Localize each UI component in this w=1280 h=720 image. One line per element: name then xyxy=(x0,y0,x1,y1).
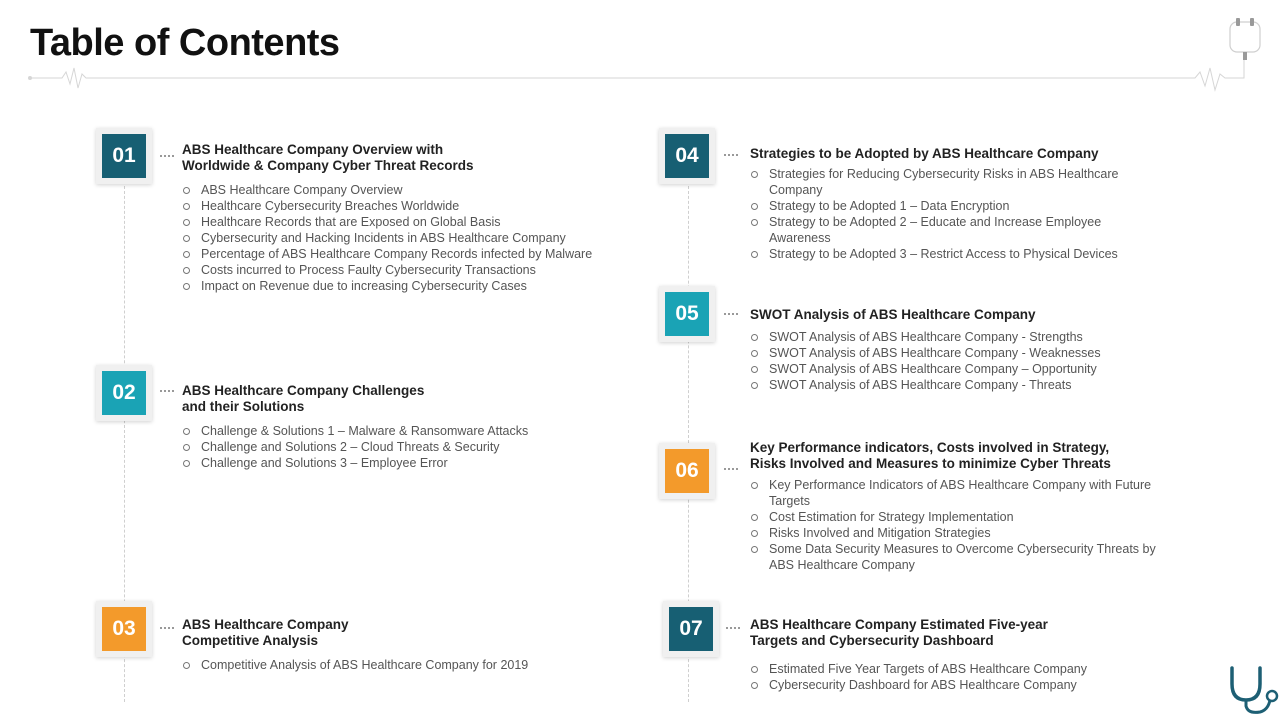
section-title-02: ABS Healthcare Company Challenges and their Solutions xyxy=(182,383,425,414)
section-items-04 xyxy=(750,166,1150,262)
page-title: Table of Contents xyxy=(30,22,340,64)
list-item: Cybersecurity and Hacking Incidents in ABS Healthcare Company xyxy=(182,230,632,246)
list-item: ABS Healthcare Company Overview xyxy=(182,182,632,198)
connector-dots xyxy=(160,390,174,392)
list-item: Risks Involved and Mitigation Strategies xyxy=(750,525,1170,541)
list-item: Challenge and Solutions 2 – Cloud Threats & Security xyxy=(182,439,632,455)
list-item: Cost Estimation for Strategy Implementation xyxy=(750,509,1170,525)
list-item: Strategies for Reducing Cybersecurity Risks in ABS Healthcare Company xyxy=(750,166,1150,198)
section-badge-04: 04 xyxy=(659,128,715,184)
connector-dots xyxy=(724,468,738,470)
section-items-01 xyxy=(182,182,632,294)
list-item: Key Performance Indicators of ABS Healthcare Company with Future Targets xyxy=(750,477,1170,509)
list-item: Competitive Analysis of ABS Healthcare Company for 2019 xyxy=(182,657,632,673)
list-item: Strategy to be Adopted 2 – Educate and Increase Employee Awareness xyxy=(750,214,1150,246)
connector-dots xyxy=(724,154,738,156)
section-items-02 xyxy=(182,423,632,471)
section-title-07: ABS Healthcare Company Estimated Five-year Targets and Cybersecurity Dashboard xyxy=(750,617,1048,648)
list-item: Challenge and Solutions 3 – Employee Error xyxy=(182,455,632,471)
section-title-05: SWOT Analysis of ABS Healthcare Company xyxy=(750,307,1036,322)
connector-dots xyxy=(160,155,174,157)
section-items-07 xyxy=(750,661,1170,693)
list-item: SWOT Analysis of ABS Healthcare Company - Strengths xyxy=(750,329,1170,345)
list-item: SWOT Analysis of ABS Healthcare Company - Weaknesses xyxy=(750,345,1170,361)
list-item: Cybersecurity Dashboard for ABS Healthcare Company xyxy=(750,677,1170,693)
list-item: Some Data Security Measures to Overcome Cybersecurity Threats by ABS Healthcare Company xyxy=(750,541,1170,573)
list-item: Healthcare Cybersecurity Breaches Worldwide xyxy=(182,198,632,214)
list-item: Challenge & Solutions 1 – Malware & Ransomware Attacks xyxy=(182,423,632,439)
connector-dots xyxy=(726,627,740,629)
section-items-03 xyxy=(182,657,632,673)
section-badge-03: 03 xyxy=(96,601,152,657)
section-title-06: Key Performance indicators, Costs involved in Strategy, Risks Involved and Measures to minimize Cyber Threats xyxy=(750,440,1111,471)
connector-dots xyxy=(724,313,738,315)
list-item: Estimated Five Year Targets of ABS Healthcare Company xyxy=(750,661,1170,677)
list-item: Healthcare Records that are Exposed on Global Basis xyxy=(182,214,632,230)
list-item: Strategy to be Adopted 3 – Restrict Access to Physical Devices xyxy=(750,246,1150,262)
stethoscope-icon xyxy=(1226,664,1280,716)
section-items-05 xyxy=(750,329,1170,393)
list-item: Strategy to be Adopted 1 – Data Encryption xyxy=(750,198,1150,214)
section-badge-05: 05 xyxy=(659,286,715,342)
list-item: Percentage of ABS Healthcare Company Records infected by Malware xyxy=(182,246,632,262)
list-item: Costs incurred to Process Faulty Cybersecurity Transactions xyxy=(182,262,632,278)
connector-dots xyxy=(160,627,174,629)
list-item: SWOT Analysis of ABS Healthcare Company – Opportunity xyxy=(750,361,1170,377)
section-badge-02: 02 xyxy=(96,365,152,421)
plug-icon xyxy=(1228,18,1264,62)
section-title-04: Strategies to be Adopted by ABS Healthcare Company xyxy=(750,146,1099,161)
list-item: Impact on Revenue due to increasing Cybersecurity Cases xyxy=(182,278,632,294)
section-badge-06: 06 xyxy=(659,443,715,499)
section-badge-01: 01 xyxy=(96,128,152,184)
section-title-01: ABS Healthcare Company Overview with Worldwide & Company Cyber Threat Records xyxy=(182,142,474,173)
section-badge-07: 07 xyxy=(663,601,719,657)
list-item: SWOT Analysis of ABS Healthcare Company - Threats xyxy=(750,377,1170,393)
section-title-03: ABS Healthcare Company Competitive Analysis xyxy=(182,617,349,648)
heartbeat-divider xyxy=(0,0,1280,100)
section-items-06 xyxy=(750,477,1170,573)
